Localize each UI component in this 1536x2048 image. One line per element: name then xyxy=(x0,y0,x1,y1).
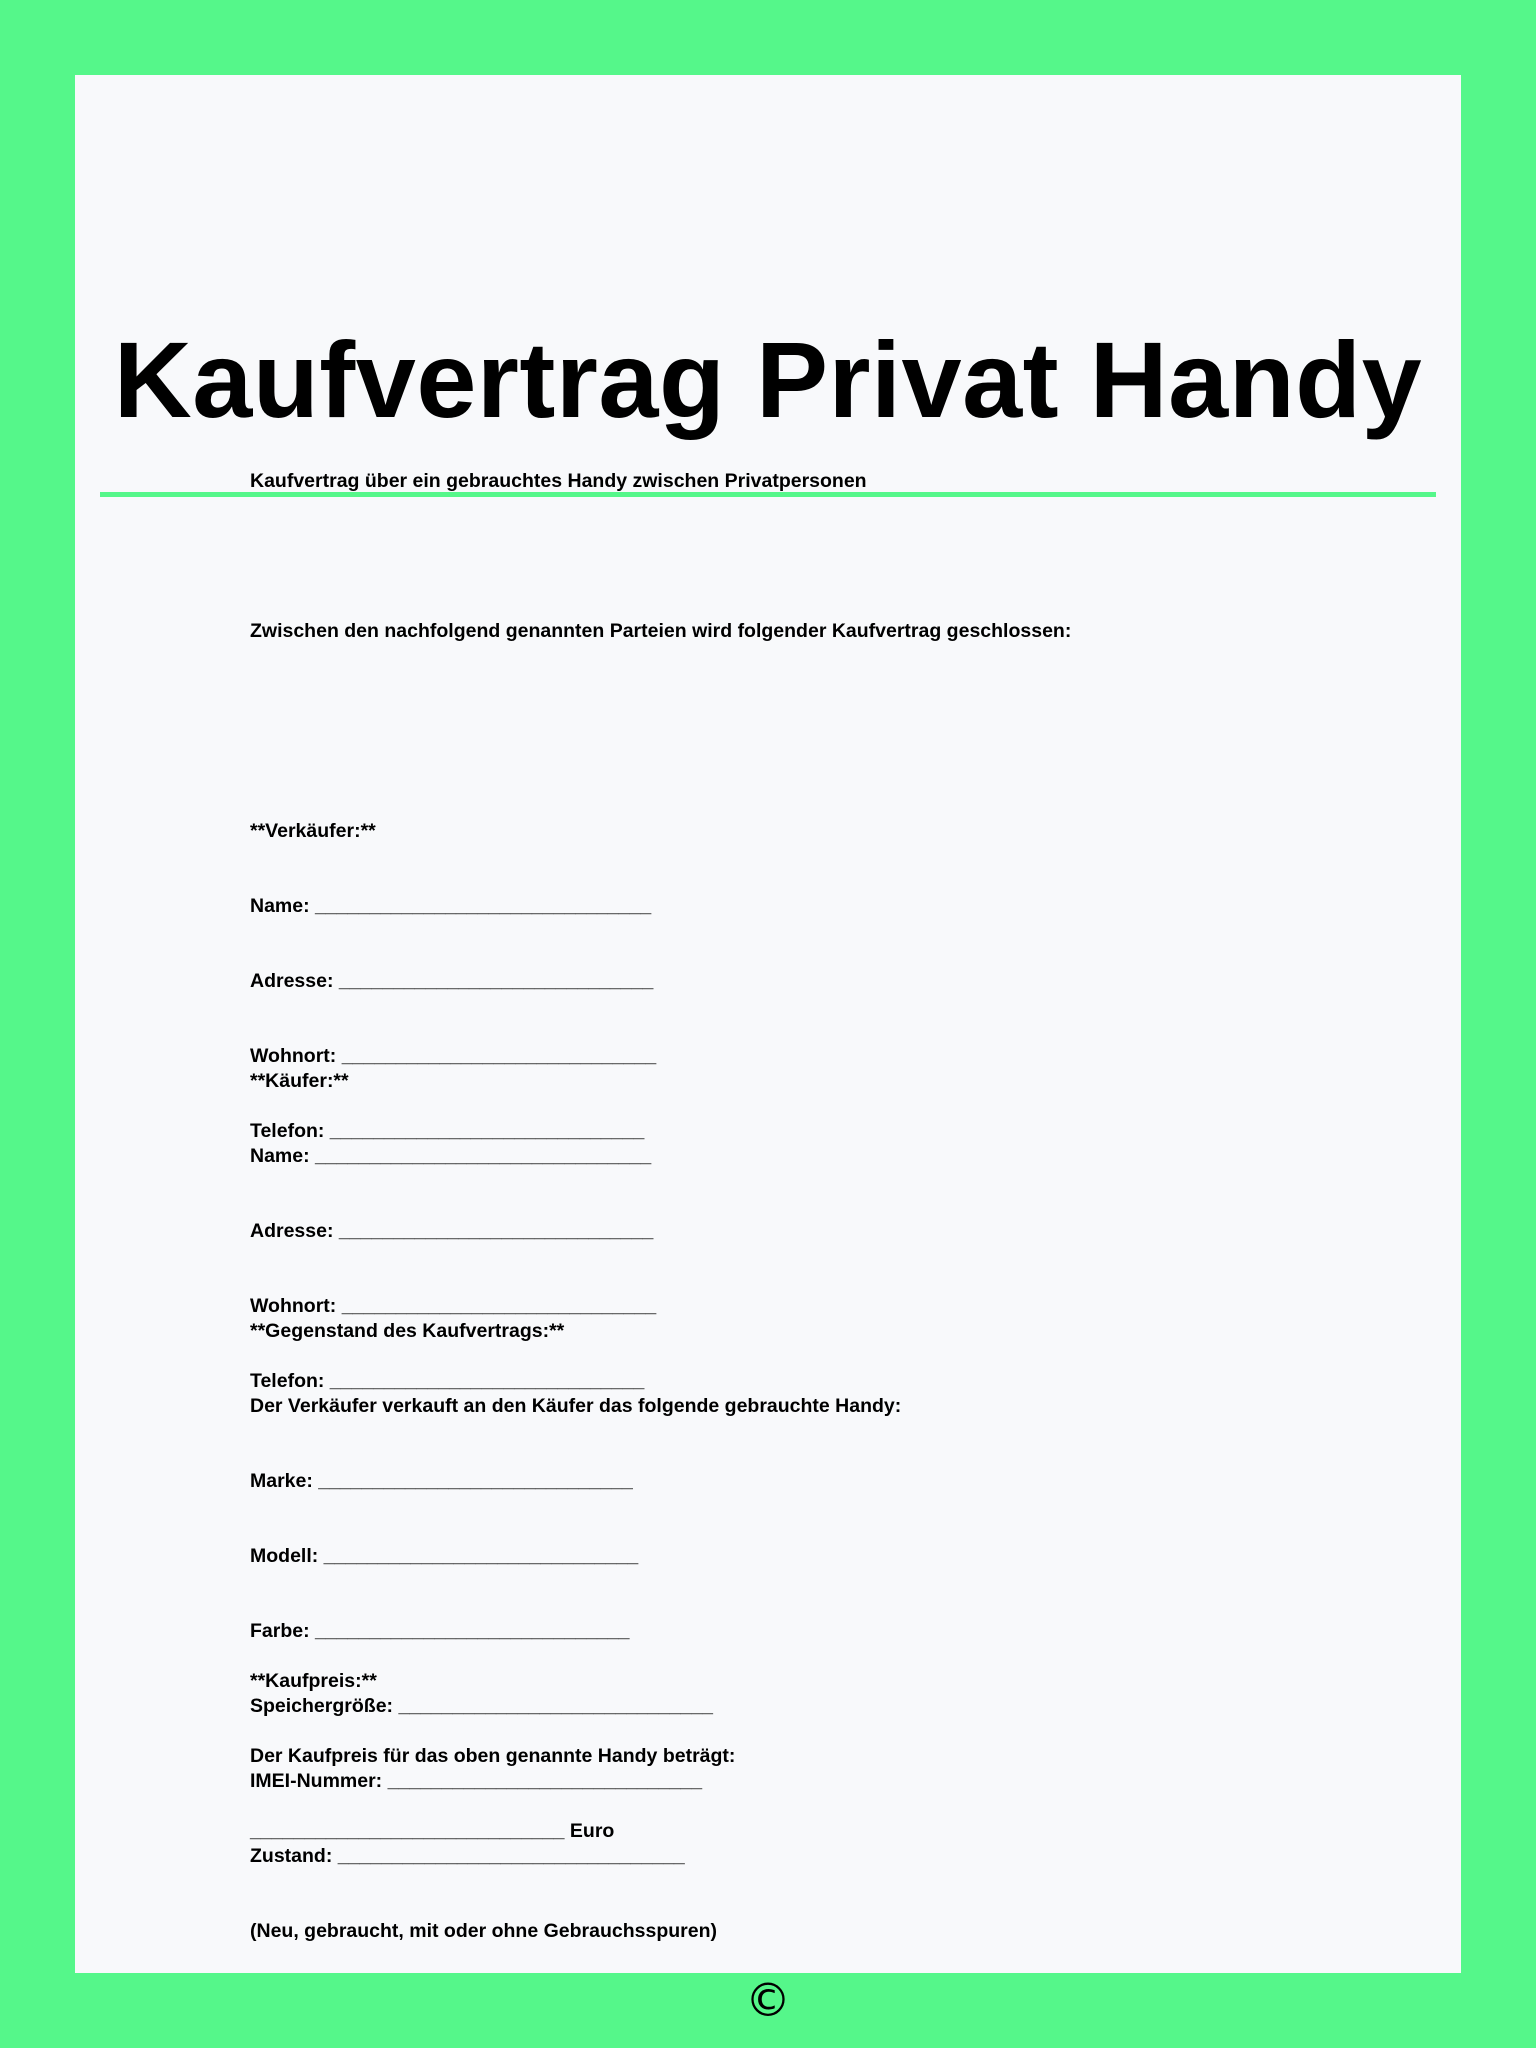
color-field: Farbe: _____________________________ xyxy=(250,1620,630,1642)
brand-field: Marke: _____________________________ xyxy=(250,1470,633,1492)
price-amount-field: _____________________________ Euro xyxy=(250,1820,615,1842)
subject-heading: **Gegenstand des Kaufvertrags:** xyxy=(250,1320,565,1342)
document-title: Kaufvertrag Privat Handy xyxy=(113,319,1423,440)
price-heading: **Kaufpreis:** xyxy=(250,1670,377,1692)
model-field: Modell: _____________________________ xyxy=(250,1545,639,1567)
buyer-phone-field: Telefon: _____________________________ xyxy=(250,1370,645,1392)
document-page xyxy=(75,75,1461,2027)
price-section xyxy=(250,1619,735,1894)
seller-city-field: Wohnort: _____________________________ xyxy=(250,1045,657,1067)
buyer-name-field: Name: _______________________________ xyxy=(250,1145,652,1167)
price-description: Der Kaufpreis für das oben genannte Handy beträgt: xyxy=(250,1745,736,1767)
copyright-icon: © xyxy=(745,1973,791,2027)
storage-field: Speichergröße: _____________________________ xyxy=(250,1695,713,1717)
document-subtitle: Kaufvertrag über ein gebrauchtes Handy zwischen Privatpersonen xyxy=(250,470,867,492)
seller-heading: **Verkäufer:** xyxy=(250,820,376,842)
buyer-city-field: Wohnort: _____________________________ xyxy=(250,1295,657,1317)
seller-address-field: Adresse: _____________________________ xyxy=(250,970,654,992)
condition-field: Zustand: ________________________________ xyxy=(250,1845,685,1867)
buyer-heading: **Käufer:** xyxy=(250,1070,349,1092)
intro-text: Zwischen den nachfolgend genannten Parteien wird folgender Kaufvertrag geschlossen: xyxy=(250,620,1072,642)
subject-description: Der Verkäufer verkauft an den Käufer das folgende gebrauchte Handy: xyxy=(250,1395,902,1417)
buyer-address-field: Adresse: _____________________________ xyxy=(250,1220,654,1242)
seller-phone-field: Telefon: _____________________________ xyxy=(250,1120,645,1142)
seller-name-field: Name: _______________________________ xyxy=(250,895,652,917)
imei-field: IMEI-Nummer: _____________________________ xyxy=(250,1770,703,1792)
condition-note: (Neu, gebraucht, mit oder ohne Gebrauchsspuren) xyxy=(250,1920,717,1942)
